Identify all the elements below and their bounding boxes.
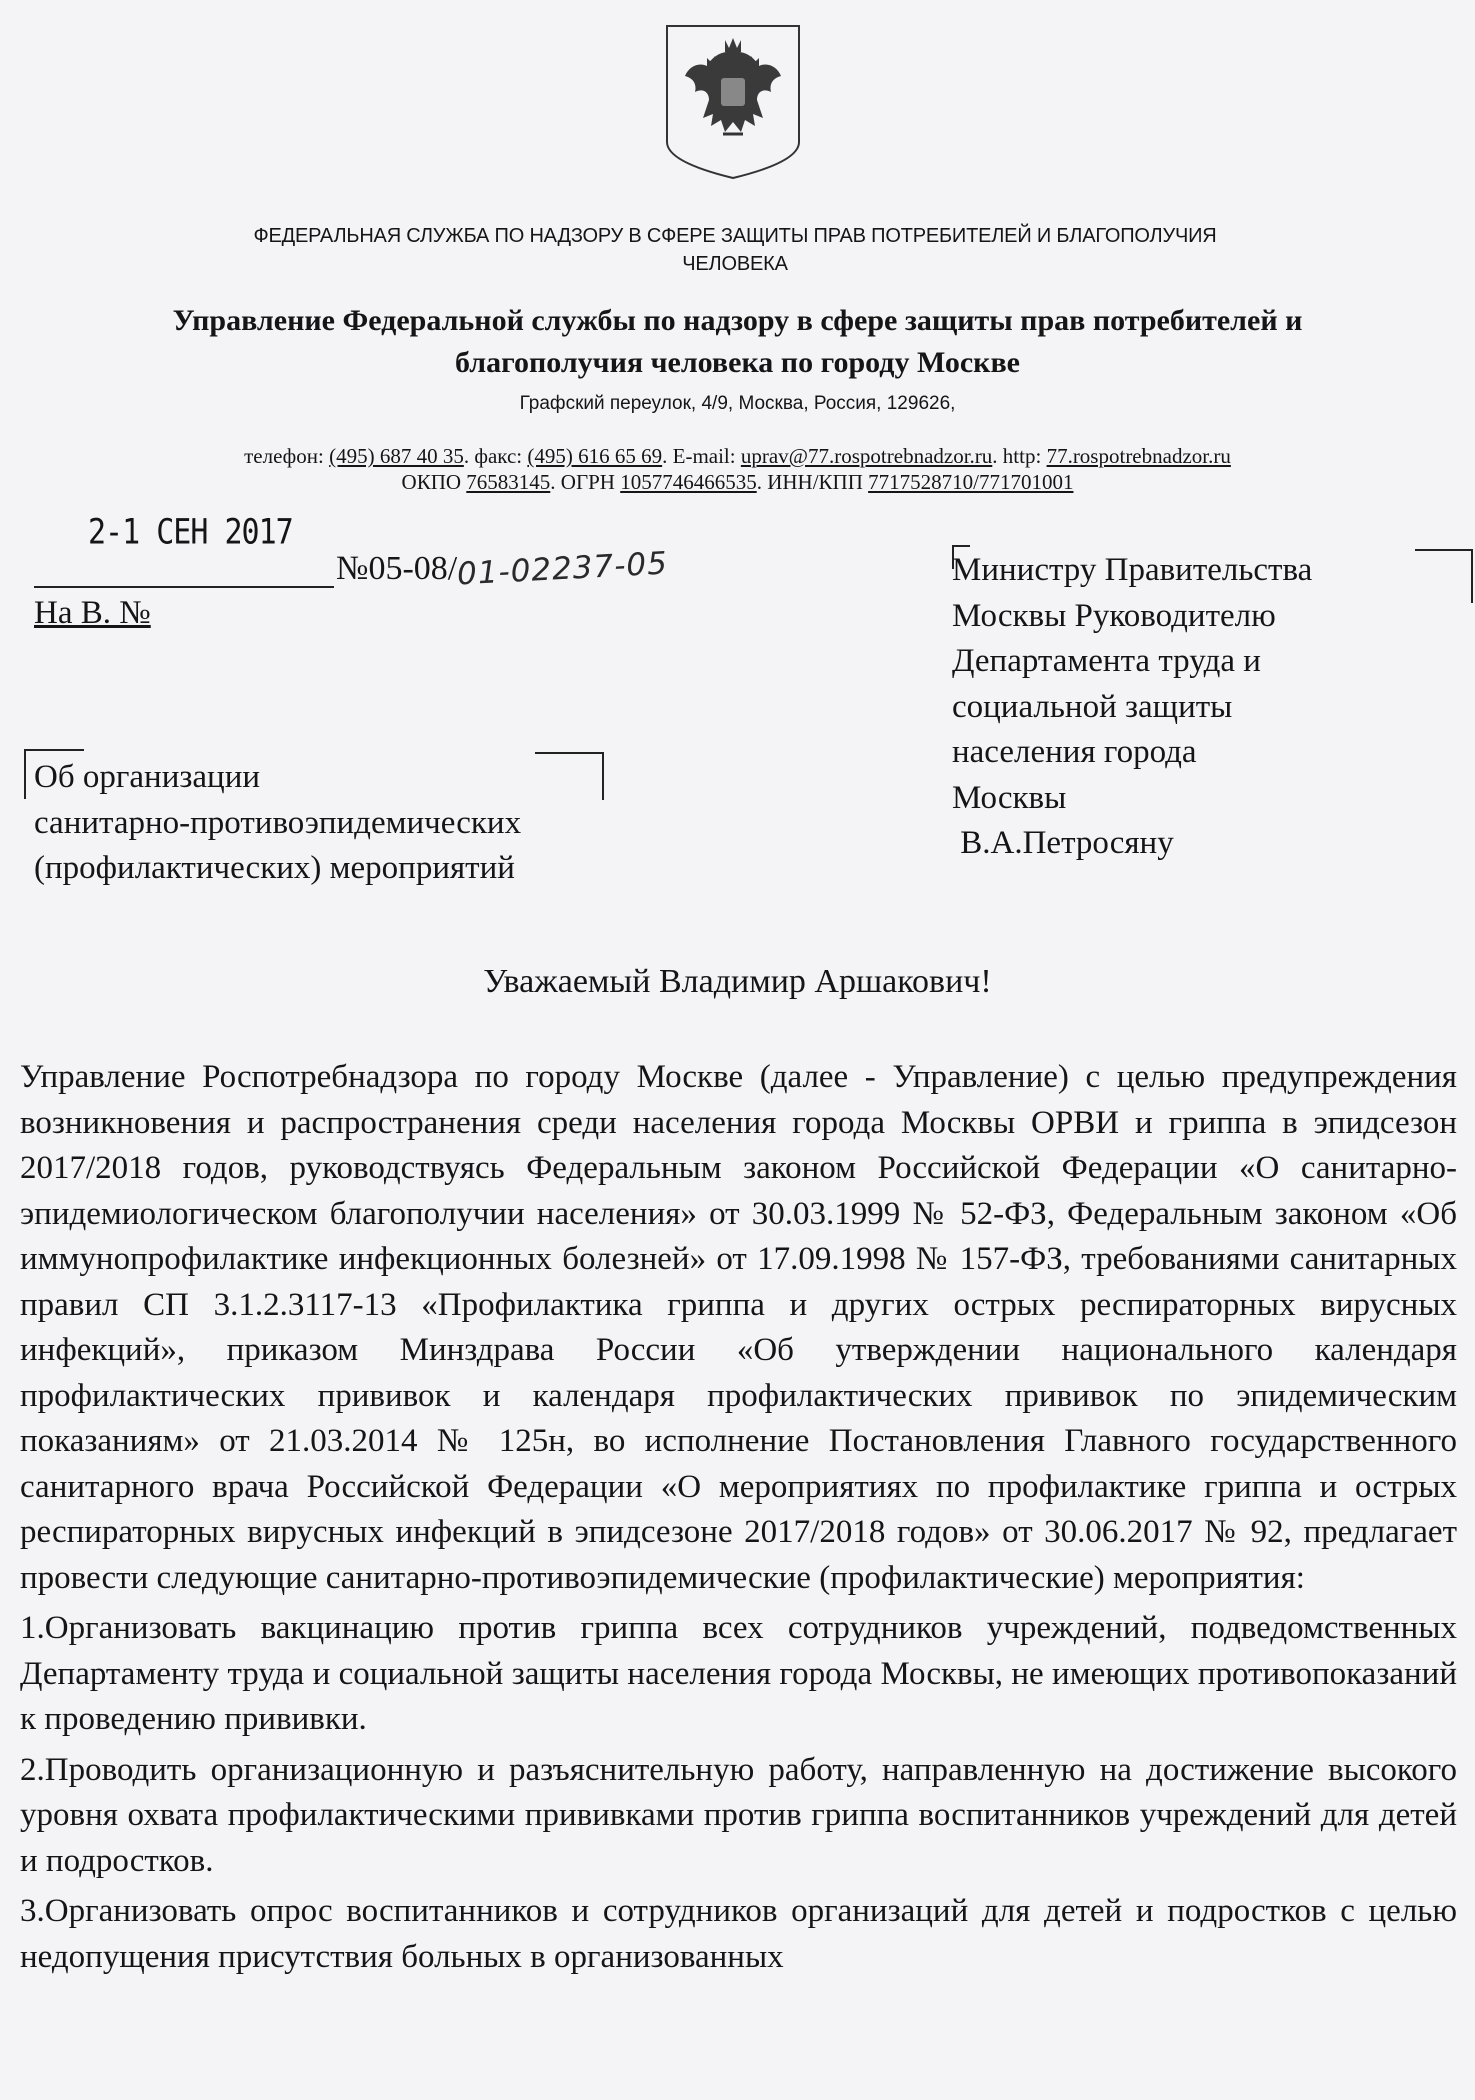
measure-item-3: 3.Организовать опрос воспитанников и сотрудников организаций для детей и подростков с целью недопущения присутствия больных в организованных [20, 1893, 1457, 1975]
email-label: . E-mail: [662, 444, 736, 468]
okpo-value: 76583145 [466, 470, 551, 494]
fax-number: (495) 616 65 69 [527, 444, 663, 468]
org-full-name-line1: ФЕДЕРАЛЬНАЯ СЛУЖБА ПО НАДЗОРУ В СФЕРЕ ЗАЩИТЫ ПРАВ ПОТРЕБИТЕЛЕЙ И БЛАГОПОЛУЧИЯ [253, 225, 1217, 247]
phone-label: телефон: [244, 444, 324, 468]
contact-block [60, 443, 1415, 495]
registry-codes-line [60, 469, 1415, 495]
date-underline [34, 556, 334, 588]
measure-item-1: 1.Организовать вакцинацию против гриппа всех сотрудников учреждений, подведомственных Департаменту труда и социальной защиты населения города Москвы, не имеющих противопоказаний к проведению прививки. [20, 1610, 1457, 1737]
department-name-line2: благополучия человека по городу Москве [455, 346, 1020, 379]
coat-of-arms-icon [663, 22, 803, 182]
registration-number-prefix: №05-08/ [336, 550, 458, 587]
body-intro-paragraph: Управление Роспотребнадзора по городу Москве (далее - Управление) с целью предупреждения возникновения и распространения среди населения города Москвы ОРВИ и гриппа в эпидсезон 2017/2018 годов, руководствуясь Федеральным законом Российской Федерации «О санитарно-эпидемиологическом благополучии населения» от 30.03.1999 № 52-ФЗ, Федеральным законом «Об иммунопрофилактике инфекционных болезней» от 17.09.1998 № 157-ФЗ, требованиями санитарных правил СП 3.1.2.3117-13 «Профилактика гриппа и других острых респираторных вирусных инфекций», приказом Минздрава России «Об утверждении национального календаря профилактических прививок и календаря профилактических прививок по эпидемическим показаниям» от 21.03.2014 № 125н, во исполнение Постановления Главного государственного санитарного врача Российской Федерации «О мероприятиях по профилактике гриппа и острых респираторных вирусных инфекций в эпидсезоне 2017/2018 годов» от 30.06.2017 № 92, предлагает провести следующие санитарно-противоэпидемические (профилактические) мероприятия: [20, 1059, 1457, 1596]
ogrn-label: . ОГРН [550, 470, 615, 494]
registration-number [336, 545, 669, 593]
org-full-name-line2: ЧЕЛОВЕКА [682, 253, 788, 275]
date-stamp: 2-1 СЕН 2017 [88, 512, 293, 553]
addressee-line: Департамента труда и [952, 643, 1261, 679]
okpo-label: ОКПО [401, 470, 462, 494]
measure-item-2: 2.Проводить организационную и разъяснительную работу, направленную на достижение высокого уровня охвата профилактическими прививками против гриппа воспитанников учреждений для детей и подростков. [20, 1751, 1457, 1879]
department-name [40, 300, 1435, 384]
registration-number-handwritten: 01-02237-05 [456, 545, 669, 593]
email-link[interactable]: uprav@77.rospotrebnadzor.ru [740, 444, 993, 468]
addressee-line: социальной защиты [952, 688, 1233, 725]
org-full-name [120, 222, 1350, 278]
subject-line: санитарно-противоэпидемических [34, 804, 522, 841]
addressee-line: В.А.Петросяну [952, 825, 1174, 861]
ogrn-value: 1057746466535 [620, 470, 757, 494]
phone-number: (495) 687 40 35 [329, 444, 464, 468]
subject-line: Об организации [34, 759, 261, 795]
http-label: . http: [992, 444, 1042, 468]
subject-block [34, 755, 634, 892]
salutation: Уважаемый Владимир Аршакович! [483, 963, 992, 1000]
reply-reference: На В. № [34, 595, 151, 631]
addressee-line: Москвы Руководителю [952, 597, 1276, 634]
addressee-line: Министру Правительства [952, 552, 1313, 588]
addressee-block [952, 548, 1412, 867]
inn-label: . ИНН/КПП [756, 470, 863, 494]
subject-line: (профилактических) мероприятий [34, 850, 515, 886]
contact-line [60, 443, 1415, 469]
addressee-bracket-right [1415, 549, 1473, 603]
letter-body [20, 1055, 1457, 1980]
postal-address: Графский переулок, 4/9, Москва, Россия, 129626, [519, 393, 956, 414]
department-name-line1: Управление Федеральной службы по надзору в сфере защиты прав потребителей и [172, 304, 1303, 337]
fax-label: . факс: [463, 444, 523, 468]
website-link[interactable]: 77.rospotrebnadzor.ru [1046, 444, 1231, 468]
inn-value: 7717528710/771701001 [868, 470, 1074, 494]
addressee-line: населения города [952, 734, 1197, 770]
addressee-line: Москвы [952, 779, 1067, 816]
